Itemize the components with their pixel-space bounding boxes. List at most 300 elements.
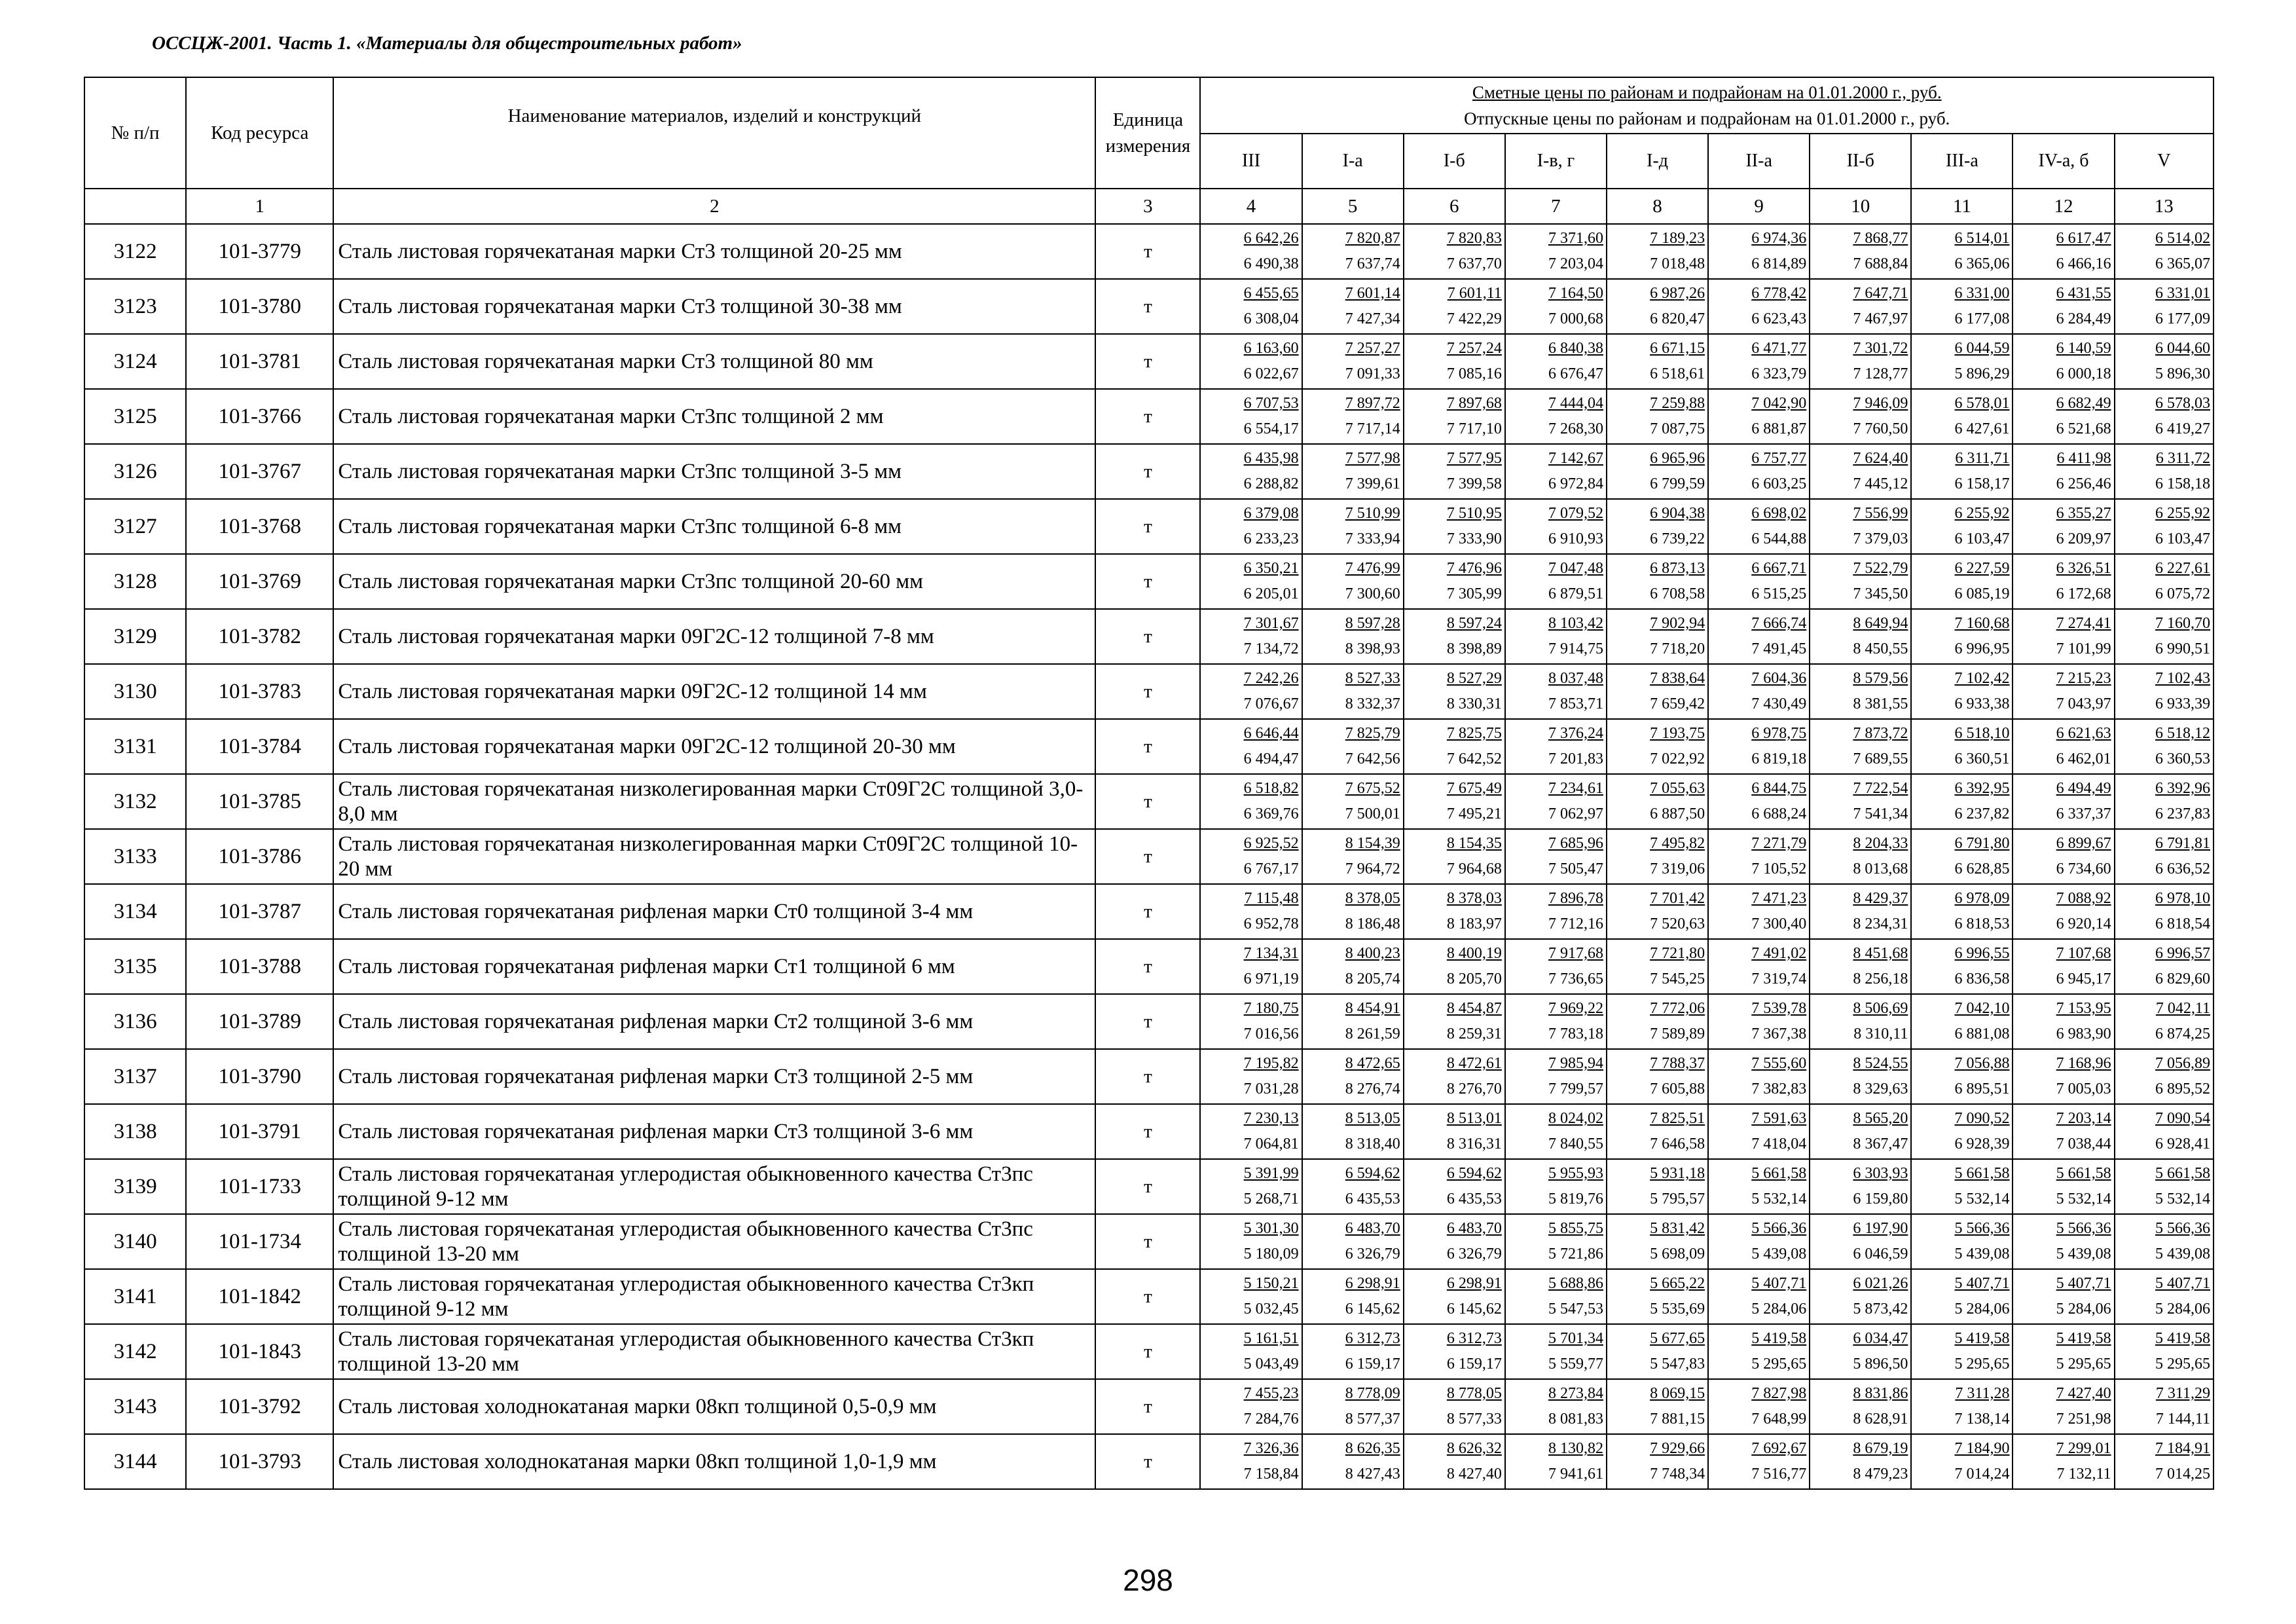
price-cell xyxy=(2013,1049,2114,1104)
release-price: 7 134,72 xyxy=(1243,640,1299,657)
district-header: V xyxy=(2115,134,2214,189)
release-price: 5 535,69 xyxy=(1650,1301,1705,1318)
price-cell xyxy=(1200,609,1302,664)
price-cell xyxy=(1302,1269,1404,1324)
estimate-price: 7 079,52 xyxy=(1548,505,1603,522)
estimate-price: 5 665,22 xyxy=(1650,1275,1705,1292)
price-cell xyxy=(1708,1049,1810,1104)
estimate-price: 5 931,18 xyxy=(1650,1165,1705,1182)
release-price: 7 300,40 xyxy=(1751,915,1807,932)
estimate-price: 7 820,83 xyxy=(1446,230,1502,247)
price-cell xyxy=(2013,939,2114,994)
price-cell xyxy=(1404,334,1505,389)
release-price: 6 323,79 xyxy=(1751,365,1807,382)
header-num: № п/п xyxy=(84,77,186,189)
row-number: 3132 xyxy=(84,774,186,829)
release-price: 6 971,19 xyxy=(1243,970,1299,987)
estimate-price: 7 721,80 xyxy=(1650,945,1705,962)
table-row xyxy=(84,774,2214,829)
row-number: 3127 xyxy=(84,499,186,554)
release-price: 6 158,18 xyxy=(2155,475,2210,492)
release-price: 6 819,18 xyxy=(1751,750,1807,767)
release-price: 7 430,49 xyxy=(1751,695,1807,712)
price-cell xyxy=(1200,554,1302,609)
release-price: 8 479,23 xyxy=(1853,1466,1908,1483)
district-header: II-а xyxy=(1708,134,1810,189)
price-cell xyxy=(1810,224,1911,279)
estimate-price: 7 675,49 xyxy=(1446,780,1502,797)
price-cell xyxy=(2115,444,2214,499)
estimate-price: 7 604,36 xyxy=(1751,670,1807,687)
estimate-price: 6 435,98 xyxy=(1243,450,1299,467)
release-price: 7 345,50 xyxy=(1853,585,1908,602)
estimate-price: 6 331,01 xyxy=(2155,285,2210,302)
estimate-price: 7 471,23 xyxy=(1751,890,1807,907)
row-number: 3123 xyxy=(84,279,186,334)
release-price: 5 295,65 xyxy=(1751,1356,1807,1373)
release-price: 8 577,33 xyxy=(1446,1411,1502,1428)
estimate-price: 7 184,91 xyxy=(2155,1440,2210,1457)
estimate-price: 7 722,54 xyxy=(1853,780,1908,797)
release-price: 6 159,80 xyxy=(1853,1190,1908,1208)
release-price: 7 128,77 xyxy=(1853,365,1908,382)
estimate-price: 5 566,36 xyxy=(1954,1220,2010,1237)
price-cell xyxy=(1708,1324,1810,1379)
estimate-price: 6 431,55 xyxy=(2056,285,2111,302)
estimate-price: 6 197,90 xyxy=(1853,1220,1908,1237)
price-cell xyxy=(1911,884,2013,939)
price-cell xyxy=(1810,609,1911,664)
estimate-price: 5 566,36 xyxy=(2155,1220,2210,1237)
estimate-price: 7 102,42 xyxy=(1954,670,2010,687)
row-number: 3131 xyxy=(84,719,186,774)
price-cell xyxy=(1302,884,1404,939)
release-price: 5 180,09 xyxy=(1243,1246,1299,1263)
price-cell xyxy=(1708,1379,1810,1434)
material-name: Сталь листовая горячекатаная низколегированная марки Ст09Г2С толщиной 3,0-8,0 мм xyxy=(333,774,1095,829)
estimate-price: 7 088,92 xyxy=(2056,890,2111,907)
estimate-price: 7 675,52 xyxy=(1345,780,1400,797)
unit-of-measure: т xyxy=(1095,939,1200,994)
estimate-price: 6 996,55 xyxy=(1954,945,2010,962)
price-cell xyxy=(1505,334,1607,389)
price-cell xyxy=(1505,939,1607,994)
release-price: 6 708,58 xyxy=(1650,585,1705,602)
release-price: 6 676,47 xyxy=(1548,365,1603,382)
estimate-price: 6 594,62 xyxy=(1345,1165,1400,1182)
release-price: 7 091,33 xyxy=(1345,365,1400,382)
table-row xyxy=(84,389,2214,444)
estimate-price: 6 518,82 xyxy=(1243,780,1299,797)
estimate-price: 8 524,55 xyxy=(1853,1055,1908,1072)
estimate-price: 7 539,78 xyxy=(1751,1000,1807,1017)
price-cell xyxy=(2115,884,2214,939)
release-price: 5 284,06 xyxy=(2056,1301,2111,1318)
estimate-price: 8 154,39 xyxy=(1345,835,1400,852)
release-price: 8 205,74 xyxy=(1345,970,1400,987)
price-cell xyxy=(1404,1159,1505,1214)
material-name: Сталь листовая горячекатаная углеродистая обыкновенного качества Ст3пс толщиной 9-12 мм xyxy=(333,1159,1095,1214)
price-cell xyxy=(2115,719,2214,774)
estimate-price: 6 594,62 xyxy=(1446,1165,1502,1182)
release-price: 6 928,41 xyxy=(2155,1135,2210,1153)
estimate-price: 8 454,91 xyxy=(1345,1000,1400,1017)
release-price: 6 284,49 xyxy=(2056,310,2111,327)
release-price: 7 418,04 xyxy=(1751,1135,1807,1153)
estimate-price: 7 577,95 xyxy=(1446,450,1502,467)
price-cell xyxy=(2115,939,2214,994)
release-price: 7 000,68 xyxy=(1548,310,1603,327)
release-price: 6 829,60 xyxy=(2155,970,2210,987)
price-cell xyxy=(1810,994,1911,1049)
estimate-price: 8 527,33 xyxy=(1345,670,1400,687)
material-name: Сталь листовая горячекатаная рифленая марки Ст2 толщиной 3-6 мм xyxy=(333,994,1095,1049)
table-row xyxy=(84,719,2214,774)
estimate-price: 5 407,71 xyxy=(2056,1275,2111,1292)
release-price: 7 688,84 xyxy=(1853,255,1908,272)
release-price: 6 767,17 xyxy=(1243,860,1299,877)
release-price: 6 145,62 xyxy=(1446,1301,1502,1318)
release-price: 6 435,53 xyxy=(1446,1190,1502,1208)
release-price: 6 933,38 xyxy=(1954,695,2010,712)
price-cell xyxy=(1200,719,1302,774)
estimate-price: 7 193,75 xyxy=(1650,725,1705,742)
price-cell xyxy=(1810,939,1911,994)
table-row xyxy=(84,1159,2214,1214)
column-number: 3 xyxy=(1095,189,1200,224)
release-price: 7 505,47 xyxy=(1548,860,1603,877)
release-price: 7 717,14 xyxy=(1345,420,1400,437)
resource-code: 101-3769 xyxy=(186,554,333,609)
price-cell xyxy=(1505,1049,1607,1104)
release-price: 7 158,84 xyxy=(1243,1466,1299,1483)
estimate-price: 7 230,13 xyxy=(1243,1110,1299,1127)
estimate-price: 8 831,86 xyxy=(1853,1385,1908,1402)
estimate-price: 5 161,51 xyxy=(1243,1330,1299,1347)
release-price: 8 330,31 xyxy=(1446,695,1502,712)
estimate-price: 6 471,77 xyxy=(1751,340,1807,357)
estimate-price: 8 451,68 xyxy=(1853,945,1908,962)
price-cell xyxy=(1607,554,1708,609)
release-price: 6 983,90 xyxy=(2056,1025,2111,1043)
price-cell xyxy=(1911,1269,2013,1324)
unit-of-measure: т xyxy=(1095,829,1200,884)
price-cell xyxy=(1505,719,1607,774)
estimate-price: 6 987,26 xyxy=(1650,285,1705,302)
price-cell xyxy=(1810,1379,1911,1434)
price-cell xyxy=(1200,389,1302,444)
estimate-price: 7 160,70 xyxy=(2155,615,2210,632)
price-cell xyxy=(1810,554,1911,609)
running-head: ОССЦЖ-2001. Часть 1. «Материалы для общестроительных работ» xyxy=(152,33,742,54)
estimate-price: 7 189,23 xyxy=(1650,230,1705,247)
price-cell xyxy=(1302,939,1404,994)
price-cell xyxy=(1505,279,1607,334)
price-cell xyxy=(1607,224,1708,279)
release-price: 6 990,51 xyxy=(2155,640,2210,657)
unit-of-measure: т xyxy=(1095,1214,1200,1269)
estimate-price: 7 102,43 xyxy=(2155,670,2210,687)
estimate-price: 6 974,36 xyxy=(1751,230,1807,247)
unit-of-measure: т xyxy=(1095,719,1200,774)
release-price: 6 490,38 xyxy=(1243,255,1299,272)
estimate-price: 7 897,68 xyxy=(1446,395,1502,412)
estimate-price: 6 255,92 xyxy=(1954,505,2010,522)
price-cell xyxy=(1911,829,2013,884)
unit-of-measure: т xyxy=(1095,664,1200,719)
release-price: 5 439,08 xyxy=(2056,1246,2111,1263)
release-price: 6 337,37 xyxy=(2056,805,2111,822)
estimate-price: 6 904,38 xyxy=(1650,505,1705,522)
price-cell xyxy=(1607,1324,1708,1379)
estimate-price: 7 215,23 xyxy=(2056,670,2111,687)
release-price: 7 642,56 xyxy=(1345,750,1400,767)
price-cell xyxy=(1302,554,1404,609)
price-cell xyxy=(1404,1269,1505,1324)
price-cell xyxy=(1810,1269,1911,1324)
release-price: 7 545,25 xyxy=(1650,970,1705,987)
release-price: 6 419,27 xyxy=(2155,420,2210,437)
estimate-price: 7 495,82 xyxy=(1650,835,1705,852)
price-cell xyxy=(1810,444,1911,499)
row-number: 3135 xyxy=(84,939,186,994)
unit-of-measure: т xyxy=(1095,1324,1200,1379)
release-price: 7 319,74 xyxy=(1751,970,1807,987)
price-cell xyxy=(1911,554,2013,609)
release-price: 7 087,75 xyxy=(1650,420,1705,437)
district-header: I-в, г xyxy=(1505,134,1607,189)
header-code: Код ресурса xyxy=(186,77,333,189)
resource-code: 101-3787 xyxy=(186,884,333,939)
estimate-price: 7 685,96 xyxy=(1548,835,1603,852)
price-cell xyxy=(1302,279,1404,334)
unit-of-measure: т xyxy=(1095,1049,1200,1104)
table-row xyxy=(84,939,2214,994)
price-cell xyxy=(1200,1214,1302,1269)
release-price: 6 075,72 xyxy=(2155,585,2210,602)
price-cell xyxy=(1200,444,1302,499)
price-cell xyxy=(1302,1434,1404,1489)
header-estimate-prices: Сметные цены по районам и подрайонам на 01.01.2000 г., руб. xyxy=(1472,83,1942,102)
estimate-price: 8 506,69 xyxy=(1853,1000,1908,1017)
price-cell xyxy=(1302,334,1404,389)
price-cell xyxy=(1607,884,1708,939)
price-cell xyxy=(1911,334,2013,389)
estimate-price: 6 331,00 xyxy=(1954,285,2010,302)
release-price: 6 933,39 xyxy=(2155,695,2210,712)
price-cell xyxy=(1302,829,1404,884)
release-price: 7 333,90 xyxy=(1446,530,1502,547)
estimate-price: 6 021,26 xyxy=(1853,1275,1908,1292)
row-number: 3137 xyxy=(84,1049,186,1104)
release-price: 7 105,52 xyxy=(1751,860,1807,877)
row-number: 3128 xyxy=(84,554,186,609)
estimate-price: 6 303,93 xyxy=(1853,1165,1908,1182)
price-cell xyxy=(1200,1269,1302,1324)
release-price: 7 399,58 xyxy=(1446,475,1502,492)
price-cell xyxy=(2013,884,2114,939)
estimate-price: 7 555,60 xyxy=(1751,1055,1807,1072)
estimate-price: 7 376,24 xyxy=(1548,725,1603,742)
price-cell xyxy=(1302,1379,1404,1434)
row-number: 3136 xyxy=(84,994,186,1049)
estimate-price: 7 371,60 xyxy=(1548,230,1603,247)
price-cell xyxy=(1607,939,1708,994)
release-price: 7 014,25 xyxy=(2155,1466,2210,1483)
price-cell xyxy=(1911,224,2013,279)
price-cell xyxy=(1200,1104,1302,1159)
price-cell xyxy=(1708,719,1810,774)
release-price: 8 367,47 xyxy=(1853,1135,1908,1153)
price-cell xyxy=(2115,1049,2214,1104)
release-price: 6 177,09 xyxy=(2155,310,2210,327)
price-cell xyxy=(1505,884,1607,939)
estimate-price: 6 996,57 xyxy=(2155,945,2210,962)
release-price: 7 043,97 xyxy=(2056,695,2111,712)
release-price: 7 467,97 xyxy=(1853,310,1908,327)
estimate-price: 5 831,42 xyxy=(1650,1220,1705,1237)
release-price: 7 491,45 xyxy=(1751,640,1807,657)
release-price: 7 500,01 xyxy=(1345,805,1400,822)
row-number: 3138 xyxy=(84,1104,186,1159)
row-number: 3129 xyxy=(84,609,186,664)
estimate-price: 5 566,36 xyxy=(1751,1220,1807,1237)
estimate-price: 7 929,66 xyxy=(1650,1440,1705,1457)
estimate-price: 5 407,71 xyxy=(1751,1275,1807,1292)
estimate-price: 7 825,51 xyxy=(1650,1110,1705,1127)
release-price: 5 439,08 xyxy=(1954,1246,2010,1263)
estimate-price: 5 391,99 xyxy=(1243,1165,1299,1182)
estimate-price: 7 577,98 xyxy=(1345,450,1400,467)
price-cell xyxy=(1404,774,1505,829)
price-cell xyxy=(1810,1049,1911,1104)
price-cell xyxy=(1911,1159,2013,1214)
estimate-price: 6 411,98 xyxy=(2056,450,2111,467)
estimate-price: 6 925,52 xyxy=(1243,835,1299,852)
estimate-price: 7 476,96 xyxy=(1446,560,1502,577)
price-cell xyxy=(2115,774,2214,829)
estimate-price: 7 134,31 xyxy=(1243,945,1299,962)
price-cell xyxy=(1911,664,2013,719)
price-cell xyxy=(1607,389,1708,444)
price-cell xyxy=(1505,1379,1607,1434)
release-price: 6 518,61 xyxy=(1650,365,1705,382)
estimate-price: 7 274,41 xyxy=(2056,615,2111,632)
release-price: 6 326,79 xyxy=(1345,1246,1400,1263)
estimate-price: 6 312,73 xyxy=(1345,1330,1400,1347)
column-number: 4 xyxy=(1200,189,1302,224)
price-cell xyxy=(2013,1434,2114,1489)
estimate-price: 6 965,96 xyxy=(1650,450,1705,467)
release-price: 6 874,25 xyxy=(2155,1025,2210,1043)
row-number: 3139 xyxy=(84,1159,186,1214)
row-number: 3141 xyxy=(84,1269,186,1324)
price-cell xyxy=(1404,1049,1505,1104)
price-cell xyxy=(2115,499,2214,554)
estimate-price: 6 514,01 xyxy=(1954,230,2010,247)
release-price: 7 637,70 xyxy=(1446,255,1502,272)
release-price: 5 532,14 xyxy=(1751,1190,1807,1208)
estimate-price: 8 579,56 xyxy=(1853,670,1908,687)
estimate-price: 7 444,04 xyxy=(1548,395,1603,412)
price-cell xyxy=(1708,279,1810,334)
estimate-price: 6 514,02 xyxy=(2155,230,2210,247)
estimate-price: 7 820,87 xyxy=(1345,230,1400,247)
estimate-price: 8 037,48 xyxy=(1548,670,1603,687)
estimate-price: 5 419,58 xyxy=(1954,1330,2010,1347)
estimate-price: 7 827,98 xyxy=(1751,1385,1807,1402)
release-price: 7 646,58 xyxy=(1650,1135,1705,1153)
release-price: 6 237,83 xyxy=(2155,805,2210,822)
estimate-price: 8 400,23 xyxy=(1345,945,1400,962)
estimate-price: 7 271,79 xyxy=(1751,835,1807,852)
resource-code: 101-3779 xyxy=(186,224,333,279)
estimate-price: 7 647,71 xyxy=(1853,285,1908,302)
release-price: 8 081,83 xyxy=(1548,1411,1603,1428)
price-cell xyxy=(1911,1104,2013,1159)
price-cell xyxy=(1607,279,1708,334)
price-cell xyxy=(2013,664,2114,719)
estimate-price: 7 666,74 xyxy=(1751,615,1807,632)
estimate-price: 7 873,72 xyxy=(1853,725,1908,742)
release-price: 7 840,55 xyxy=(1548,1135,1603,1153)
release-price: 8 329,63 xyxy=(1853,1080,1908,1098)
estimate-price: 6 227,59 xyxy=(1954,560,2010,577)
estimate-price: 7 257,27 xyxy=(1345,340,1400,357)
price-cell xyxy=(1200,774,1302,829)
release-price: 6 360,53 xyxy=(2155,750,2210,767)
release-price: 7 516,77 xyxy=(1751,1466,1807,1483)
price-cell xyxy=(1708,1434,1810,1489)
price-cell xyxy=(1505,444,1607,499)
release-price: 7 853,71 xyxy=(1548,695,1603,712)
estimate-price: 8 400,19 xyxy=(1446,945,1502,962)
price-cell xyxy=(1404,1214,1505,1269)
unit-of-measure: т xyxy=(1095,994,1200,1049)
estimate-price: 6 350,21 xyxy=(1243,560,1299,577)
estimate-price: 7 896,78 xyxy=(1548,890,1603,907)
release-price: 6 172,68 xyxy=(2056,585,2111,602)
release-price: 7 783,18 xyxy=(1548,1025,1603,1043)
release-price: 6 952,78 xyxy=(1243,915,1299,932)
column-number: 10 xyxy=(1810,189,1911,224)
estimate-price: 6 778,42 xyxy=(1751,285,1807,302)
price-cell xyxy=(1708,664,1810,719)
unit-of-measure: т xyxy=(1095,334,1200,389)
price-cell xyxy=(1404,1104,1505,1159)
estimate-price: 6 392,96 xyxy=(2155,780,2210,797)
price-cell xyxy=(1911,774,2013,829)
release-price: 6 466,16 xyxy=(2056,255,2111,272)
resource-code: 101-1733 xyxy=(186,1159,333,1214)
district-header: I-б xyxy=(1404,134,1505,189)
price-cell xyxy=(1810,829,1911,884)
estimate-price: 6 163,60 xyxy=(1243,340,1299,357)
price-cell xyxy=(1404,279,1505,334)
column-number: 5 xyxy=(1302,189,1404,224)
release-price: 7 305,99 xyxy=(1446,585,1502,602)
estimate-price: 6 757,77 xyxy=(1751,450,1807,467)
unit-of-measure: т xyxy=(1095,774,1200,829)
price-cell xyxy=(1505,554,1607,609)
estimate-price: 7 042,11 xyxy=(2155,1000,2210,1017)
release-price: 7 712,16 xyxy=(1548,915,1603,932)
estimate-price: 6 642,26 xyxy=(1243,230,1299,247)
resource-code: 101-3793 xyxy=(186,1434,333,1489)
price-cell xyxy=(1607,994,1708,1049)
resource-code: 101-3789 xyxy=(186,994,333,1049)
estimate-price: 8 597,24 xyxy=(1446,615,1502,632)
